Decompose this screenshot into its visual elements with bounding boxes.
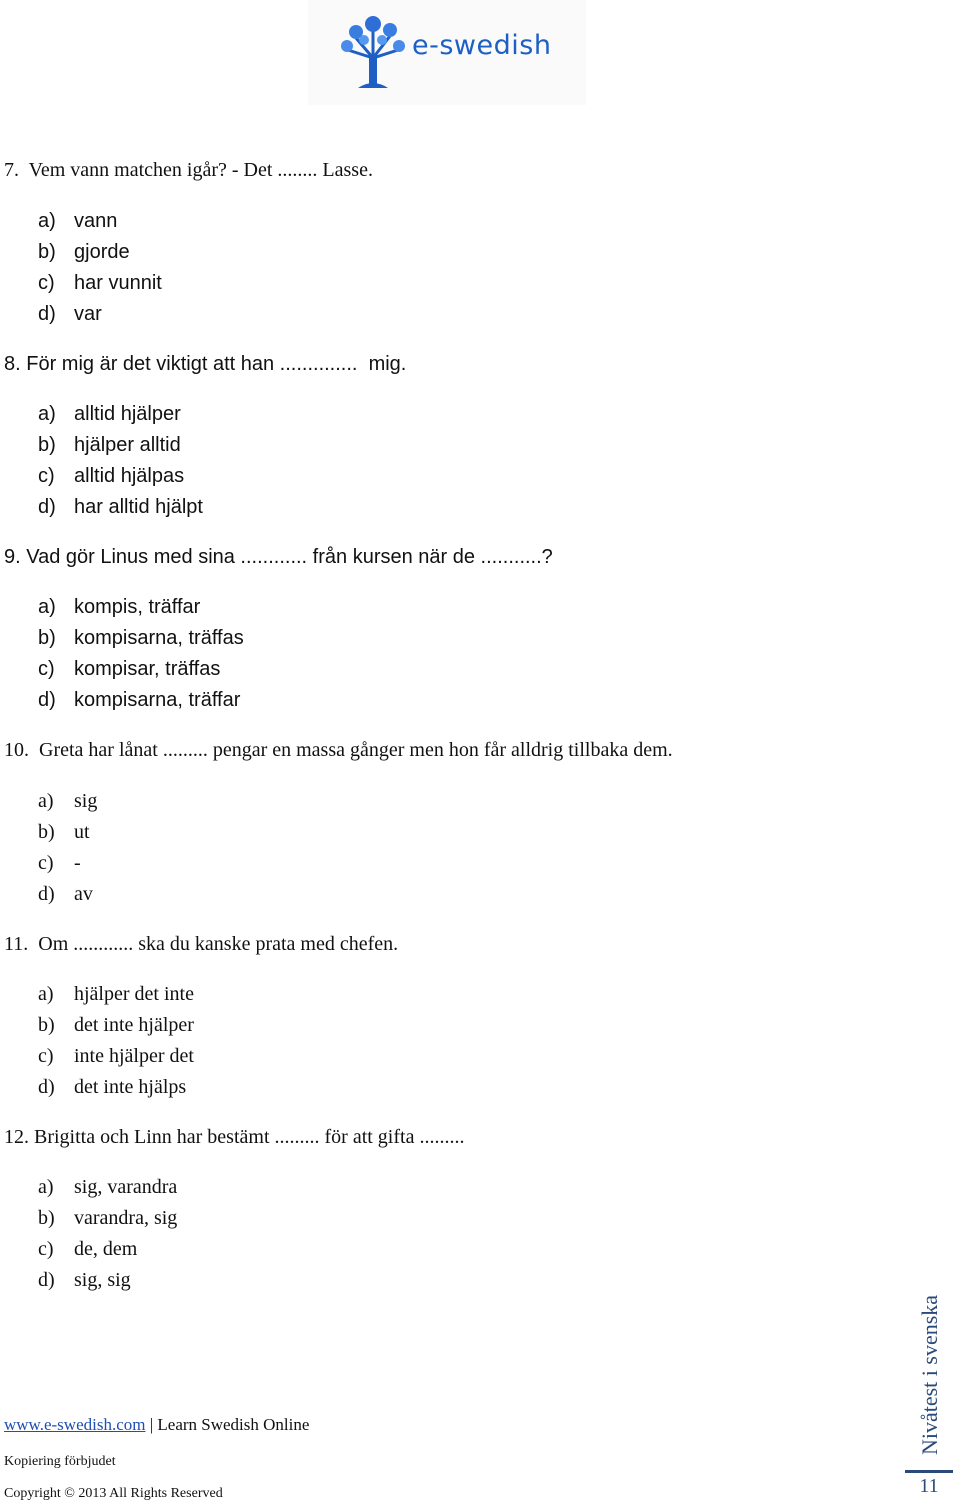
option-7a[interactable] bbox=[38, 209, 117, 233]
option-text: inte hjälper det bbox=[74, 1045, 194, 1067]
option-letter: c) bbox=[38, 852, 54, 874]
question-9: 9. Vad gör Linus med sina ............ från kursen när de ...........? bbox=[4, 546, 553, 568]
option-10b[interactable] bbox=[38, 820, 90, 844]
option-letter: d) bbox=[38, 883, 55, 905]
side-title: Nivåtest i svenska bbox=[917, 1294, 942, 1456]
option-text: vann bbox=[74, 210, 118, 232]
option-text: det inte hjälper bbox=[74, 1014, 194, 1036]
option-text: kompis, träffar bbox=[74, 596, 201, 618]
option-7b[interactable] bbox=[38, 240, 130, 264]
question-8: 8. För mig är det viktigt att han .............. mig. bbox=[4, 353, 407, 375]
option-text: gjorde bbox=[74, 241, 130, 263]
option-text: kompisarna, träffar bbox=[74, 689, 241, 711]
option-text: sig, varandra bbox=[74, 1176, 178, 1198]
option-11c[interactable] bbox=[38, 1044, 194, 1068]
option-text: det inte hjälps bbox=[74, 1076, 187, 1098]
option-text: alltid hjälpas bbox=[74, 465, 185, 487]
option-text: sig, sig bbox=[74, 1269, 131, 1291]
option-text: - bbox=[74, 852, 81, 874]
option-text: hjälper alltid bbox=[74, 434, 181, 456]
option-letter: a) bbox=[38, 403, 56, 425]
question-10: 10. Greta har lånat ......... pengar en massa gånger men hon får alldrig tillbaka dem. bbox=[4, 739, 673, 761]
option-12a[interactable] bbox=[38, 1175, 177, 1199]
option-12b[interactable] bbox=[38, 1206, 177, 1230]
question-7: 7. Vem vann matchen igår? - Det ........ Lasse. bbox=[4, 159, 373, 181]
option-letter: b) bbox=[38, 1014, 55, 1036]
option-letter: c) bbox=[38, 1238, 54, 1260]
option-8c[interactable] bbox=[38, 464, 184, 488]
question-11: 11. Om ............ ska du kanske prata med chefen. bbox=[4, 933, 399, 955]
copyright: Copyright © 2013 All Rights Reserved bbox=[4, 1486, 223, 1501]
option-letter: d) bbox=[38, 1076, 55, 1098]
option-letter: c) bbox=[38, 658, 55, 680]
option-11a[interactable] bbox=[38, 982, 194, 1006]
page-number: 11 bbox=[905, 1470, 953, 1498]
option-text: av bbox=[74, 883, 93, 905]
option-12d[interactable] bbox=[38, 1268, 131, 1292]
option-7d[interactable] bbox=[38, 302, 102, 326]
option-letter: d) bbox=[38, 689, 56, 711]
option-9a[interactable] bbox=[38, 595, 200, 619]
option-letter: a) bbox=[38, 1176, 54, 1198]
option-8d[interactable] bbox=[38, 495, 203, 519]
site-link[interactable]: www.e-swedish.com bbox=[4, 1415, 146, 1434]
option-8b[interactable] bbox=[38, 433, 181, 457]
option-letter: b) bbox=[38, 821, 55, 843]
option-letter: b) bbox=[38, 1207, 55, 1229]
option-11b[interactable] bbox=[38, 1013, 194, 1037]
tree-icon bbox=[338, 10, 408, 95]
option-text: ut bbox=[74, 821, 90, 843]
option-letter: c) bbox=[38, 272, 55, 294]
option-9c[interactable] bbox=[38, 657, 220, 681]
option-letter: d) bbox=[38, 1269, 55, 1291]
option-letter: d) bbox=[38, 303, 56, 325]
option-text: har vunnit bbox=[74, 272, 162, 294]
option-9b[interactable] bbox=[38, 626, 244, 650]
option-letter: b) bbox=[38, 627, 56, 649]
option-12c[interactable] bbox=[38, 1237, 137, 1261]
option-text: kompisarna, träffas bbox=[74, 627, 244, 649]
footer-tagline: Learn Swedish Online bbox=[157, 1415, 310, 1434]
option-letter: a) bbox=[38, 210, 56, 232]
option-letter: a) bbox=[38, 983, 54, 1005]
option-text: de, dem bbox=[74, 1238, 138, 1260]
option-11d[interactable] bbox=[38, 1075, 186, 1099]
option-10d[interactable] bbox=[38, 882, 93, 906]
side-title-box bbox=[880, 1290, 960, 1460]
option-text: hjälper det inte bbox=[74, 983, 194, 1005]
option-text: var bbox=[74, 303, 102, 325]
option-letter: a) bbox=[38, 596, 56, 618]
option-letter: d) bbox=[38, 496, 56, 518]
option-8a[interactable] bbox=[38, 402, 181, 426]
question-12: 12. Brigitta och Linn har bestämt ......... för att gifta ......... bbox=[4, 1126, 465, 1148]
footer-separator: | bbox=[149, 1415, 154, 1434]
option-10c[interactable] bbox=[38, 851, 81, 875]
option-10a[interactable] bbox=[38, 789, 97, 813]
option-letter: c) bbox=[38, 465, 55, 487]
logo bbox=[308, 0, 586, 105]
option-text: alltid hjälper bbox=[74, 403, 181, 425]
option-letter: c) bbox=[38, 1045, 54, 1067]
option-letter: b) bbox=[38, 241, 56, 263]
option-text: sig bbox=[74, 790, 98, 812]
copy-notice: Kopiering förbjudet bbox=[4, 1454, 116, 1469]
option-text: har alltid hjälpt bbox=[74, 496, 203, 518]
option-9d[interactable] bbox=[38, 688, 240, 712]
option-letter: b) bbox=[38, 434, 56, 456]
logo-text: e-swedish bbox=[412, 30, 552, 61]
option-text: kompisar, träffas bbox=[74, 658, 221, 680]
option-7c[interactable] bbox=[38, 271, 162, 295]
option-letter: a) bbox=[38, 790, 54, 812]
footer-site-line bbox=[4, 1414, 309, 1436]
option-text: varandra, sig bbox=[74, 1207, 178, 1229]
